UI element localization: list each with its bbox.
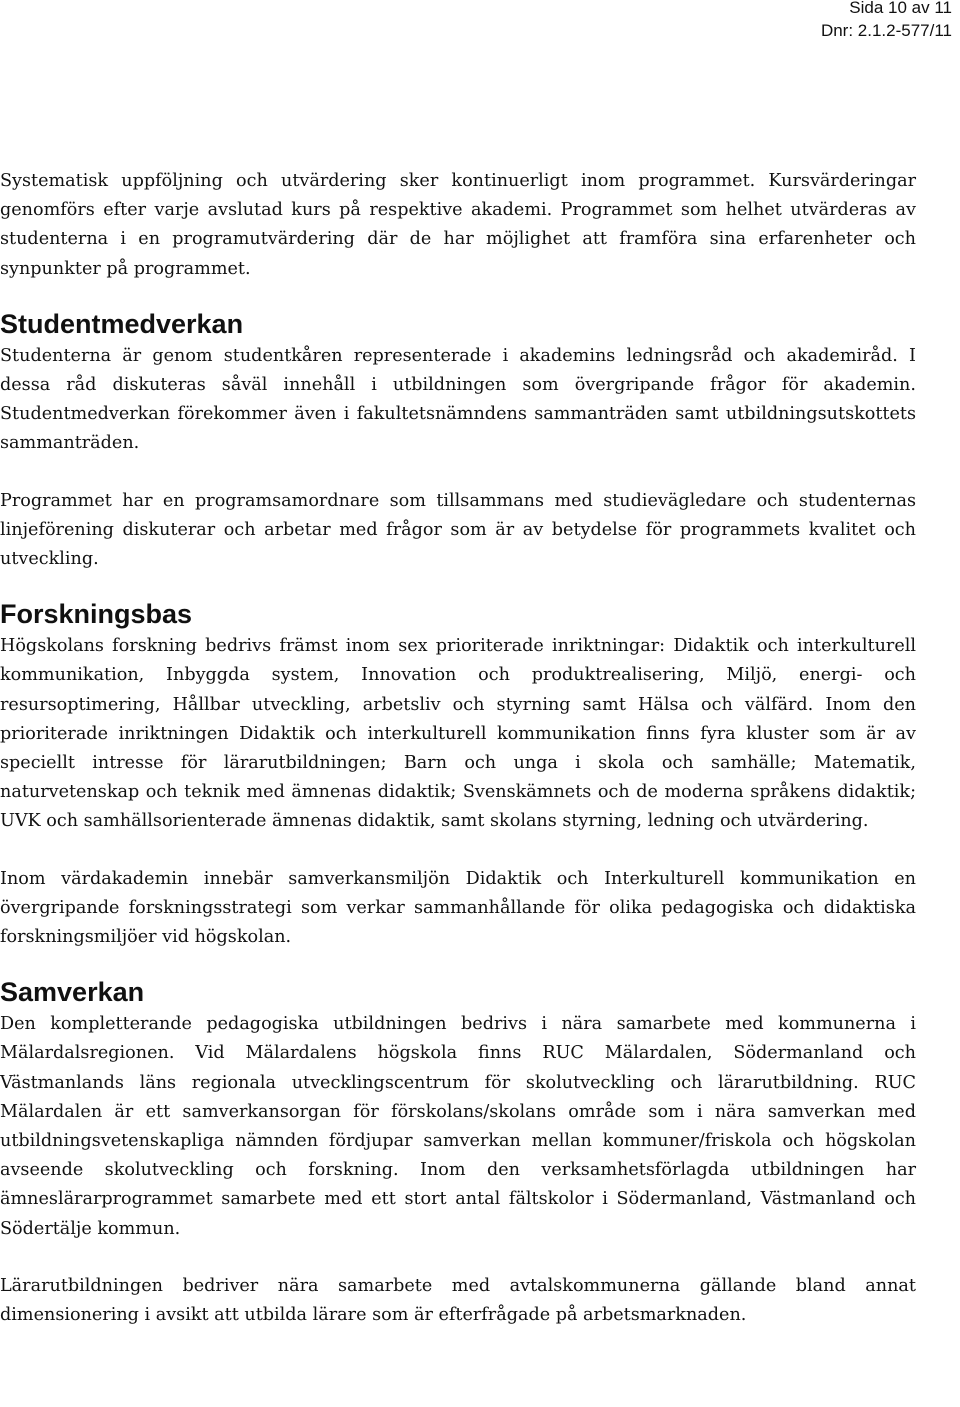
samverkan-paragraph-1: Den kompletterande pedagogiska utbildningen bedrivs i nära samarbete med kommunerna i Mälardalsregionen. Vid Mälardalens högskola finns RUC Mälardalen, Södermanland och Västmanlands läns regionala utvecklingscentrum för skolutveckling och lärarutbildning. RUC Mälardalen är ett samverkansorgan för förskolans/skolans område som i nära samverkan med utbildningsvetenskapliga nämnden fördjupar samverkan mellan kommuner/friskola och högskolan avseende skolutveckling och forskning. Inom den verksamhetsförlagda utbildningen har ämneslärarprogrammet samarbete med ett stort antal fältskolor i Södermanland, Västmanland och Södertälje kommun.: [0, 1014, 916, 1239]
page-header: [821, 0, 952, 42]
forskningsbas-paragraph-1: Högskolans forskning bedrivs främst inom sex prioriterade inriktningar: Didaktik och interkulturell kommunikation, Inbyggda system, Innovation och produktrealisering, Miljö, energi- och resursoptimering, Hållbar utveckling, arbetsliv och styrning samt Hälsa och välfärd. Inom den prioriterade inriktningen Didaktik och interkulturell kommunikation finns fyra kluster som är av speciellt intresse för lärarutbildningen; Barn och unga i skola och samhälle; Matematik, naturvetenskap och teknik med ämnenas didaktik; Svenskämnets och de moderna språkens didaktik; UVK och samhällsorienterade ämnenas didaktik, samt skolans styrning, ledning och utvärdering.: [0, 636, 916, 832]
heading-forskningsbas: Forskningsbas: [0, 599, 193, 630]
heading-studentmedverkan: Studentmedverkan: [0, 308, 244, 339]
forskningsbas-paragraph-2: Inom värdakademin innebär samverkansmiljön Didaktik och Interkulturell kommunikation en övergripande forskningsstrategi som verkar sammanhållande för olika pedagogiska och didaktiska forskningsmiljöer vid högskolan.: [0, 868, 916, 948]
page-number-label: Sida 10 av 11: [849, 0, 952, 17]
registration-number: Dnr: 2.1.2-577/11: [820, 21, 952, 40]
document-body: [0, 167, 916, 1330]
heading-samverkan: Samverkan: [0, 977, 145, 1008]
intro-paragraph: Systematisk uppföljning och utvärdering sker kontinuerligt inom programmet. Kursvärderingar genomförs efter varje avslutad kurs på respektive akademi. Programmet som helhet utvärderas av studenterna i en programutvärdering där de har möjlighet att framföra sina erfarenheter och synpunkter på programmet.: [0, 171, 916, 279]
samverkan-paragraph-2: Lärarutbildningen bedriver nära samarbete med avtalskommunerna gällande bland annat dimensionering i avsikt att utbilda lärare som är efterfrågade på arbetsmarknaden.: [0, 1275, 916, 1326]
studentmedverkan-paragraph-1: Studenterna är genom studentkåren representerade i akademins ledningsråd och akademiråd. I dessa råd diskuteras såväl innehåll i utbildningen som övergripande frågor för akademin. Studentmedverkan förekommer även i fakultetsnämndens sammanträden samt utbildningsutskottets sammanträden.: [0, 345, 916, 454]
studentmedverkan-paragraph-2: Programmet har en programsamordnare som tillsammans med studievägledare och studenternas linjeförening diskuterar och arbetar med frågor som är av betydelse för programmets kvalitet och utveckling.: [0, 490, 916, 570]
